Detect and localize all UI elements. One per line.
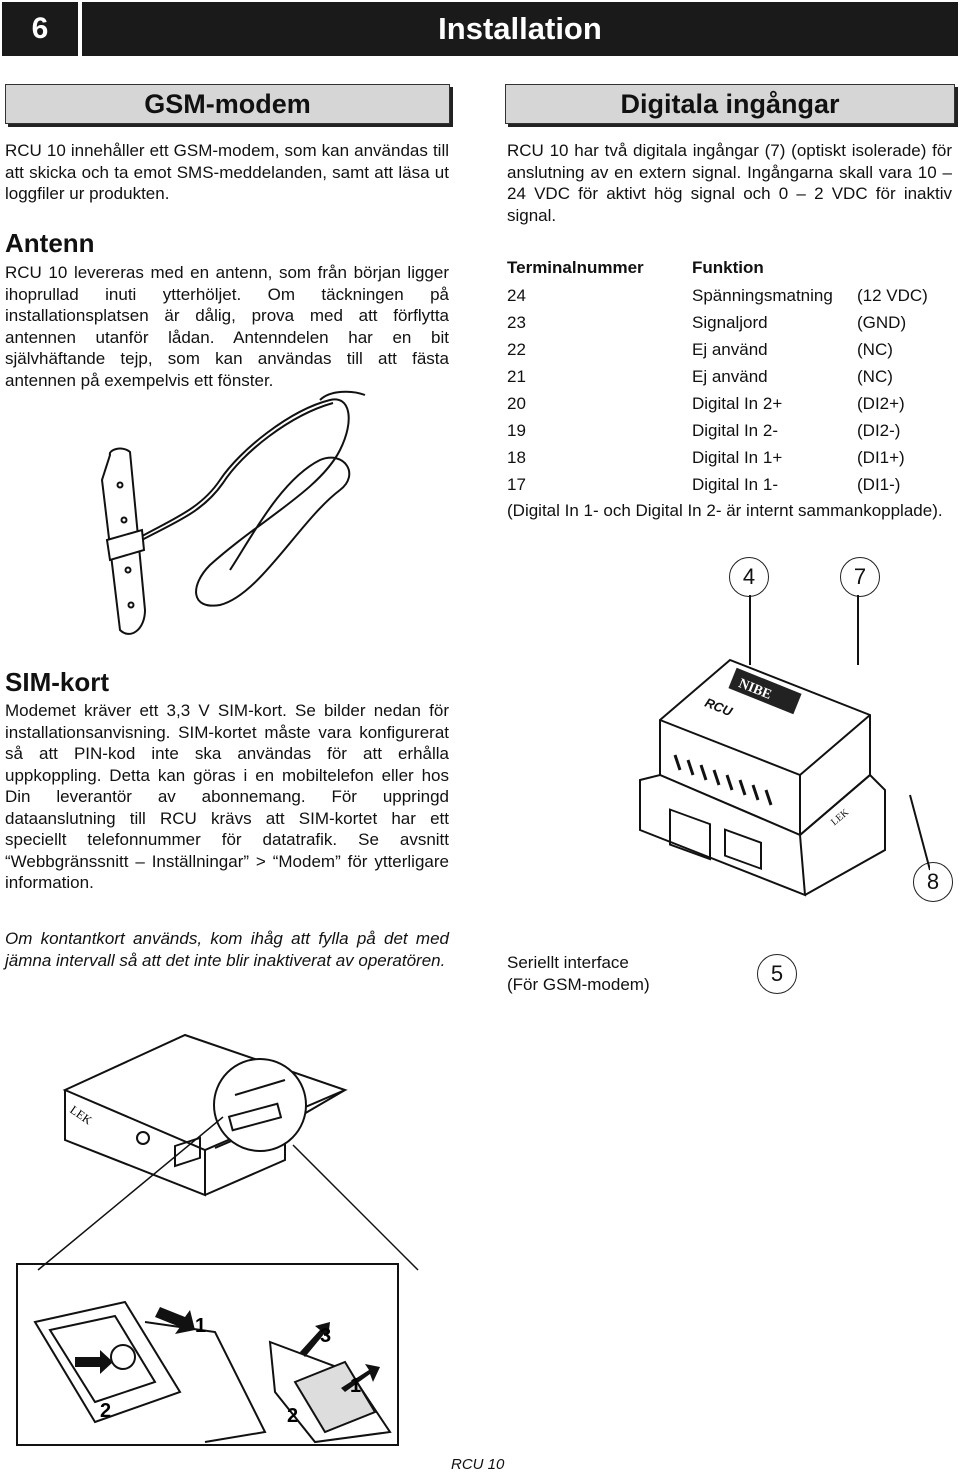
table-cell-function: Digital In 2+ — [692, 394, 783, 413]
lek-logo: LEK — [829, 807, 852, 829]
sim-heading: SIM-kort — [5, 667, 109, 697]
terminal-table — [507, 258, 957, 498]
antenna-text: RCU 10 levereras med en antenn, som från början ligger ihoprullad inuti ytterhöljet. Om täckningen på installationsplatsen är dålig, prova med att förflytta antennen utanför lådan. Antenndelen har en bit självhäftande tejp, som kan användas till att fästa antennen på exempelvis ett fönster. — [5, 263, 449, 390]
digital-footnote: (Digital In 1- och Digital In 2- är internt sammankopplade). — [507, 501, 943, 520]
sim-step-2: 2 — [100, 1400, 112, 1422]
sim-step-2b: 2 — [287, 1405, 299, 1427]
table-cell-code: (NC) — [857, 340, 893, 359]
callout-4: 4 — [729, 557, 769, 597]
table-cell-terminal: 20 — [507, 394, 526, 413]
table-cell-terminal: 22 — [507, 340, 526, 359]
callout-8: 8 — [913, 862, 953, 902]
modem-lek-logo: LEK — [67, 1102, 95, 1128]
table-cell-function: Digital In 1- — [692, 475, 778, 494]
table-cell-code: (GND) — [857, 313, 907, 332]
table-cell-terminal: 17 — [507, 475, 526, 494]
sim-step-1b: 1 — [350, 1375, 362, 1397]
table-cell-terminal: 19 — [507, 421, 526, 440]
callout-5: 5 — [757, 954, 797, 994]
table-cell-code: (DI2-) — [857, 421, 901, 440]
table-cell-function: Digital In 1+ — [692, 448, 783, 467]
digital-intro: RCU 10 har två digitala ingångar (7) (optiskt isolerade) för anslutning av en extern signal. Ingångarna skall vara 10 – 24 VDC för aktivt hög signal och 0 – 2 VDC för inaktiv signal. — [507, 141, 952, 225]
serial-interface-label — [507, 952, 650, 996]
col-terminal-header: Terminalnummer — [507, 258, 644, 277]
table-cell-function: Digital In 2- — [692, 421, 778, 440]
prepaid-note: Om kontantkort används, kom ihåg att fylla på det med jämna intervall så att det inte blir inaktiverat av operatören. — [5, 929, 449, 970]
table-cell-function: Signaljord — [692, 313, 768, 332]
page-footer: RCU 10 — [451, 1456, 505, 1473]
serial-label-line1: Seriellt interface — [507, 953, 629, 972]
chapter-number: 6 — [2, 2, 78, 56]
sim-text: Modemet kräver ett 3,3 V SIM-kort. Se bilder nedan för installationsanvisning. SIM-kortet måste vara konfigurerat så att PIN-kod inte ska användas för att erhålla uppkoppling. Detta kan göras i en mobiltelefon eller hos Din leverantör av abonnemang. För uppringd dataanslutning till RCU krävs att SIM-kortet har ett speciellt telefonnummer för datatrafik. Se avsnitt “Webbgränssnitt – Inställningar” > “Modem” för ytterligare information. — [5, 701, 449, 892]
sim-step-3: 3 — [320, 1325, 332, 1347]
sim-step-1: 1 — [195, 1315, 207, 1337]
table-cell-function: Spänningsmatning — [692, 286, 833, 305]
table-cell-function: Ej använd — [692, 340, 768, 359]
table-cell-code: (DI1-) — [857, 475, 901, 494]
table-cell-code: (DI1+) — [857, 448, 905, 467]
antenna-illustration — [90, 390, 370, 655]
serial-label-line2: (För GSM-modem) — [507, 975, 650, 994]
gsm-section-title: GSM-modem — [5, 84, 450, 124]
table-cell-terminal: 24 — [507, 286, 526, 305]
table-cell-terminal: 23 — [507, 313, 526, 332]
antenna-heading: Antenn — [5, 228, 95, 258]
sim-insertion-illustration — [15, 1262, 400, 1447]
rcu-device-illustration — [630, 595, 930, 925]
gsm-intro: RCU 10 innehåller ett GSM-modem, som kan användas till att skicka och ta emot SMS-meddelanden, samt att läsa ut loggfiler ur produkten. — [5, 141, 449, 203]
table-cell-function: Ej använd — [692, 367, 768, 386]
table-cell-terminal: 18 — [507, 448, 526, 467]
rcu-logo: RCU — [702, 694, 735, 720]
col-function-header: Funktion — [692, 258, 764, 277]
callout-7: 7 — [840, 557, 880, 597]
digital-section-title: Digitala ingångar — [505, 84, 955, 124]
table-cell-code: (DI2+) — [857, 394, 905, 413]
chapter-title: Installation — [82, 2, 958, 56]
table-cell-code: (12 VDC) — [857, 286, 928, 305]
table-cell-terminal: 21 — [507, 367, 526, 386]
table-cell-code: (NC) — [857, 367, 893, 386]
nibe-logo: NIBE — [736, 676, 774, 703]
